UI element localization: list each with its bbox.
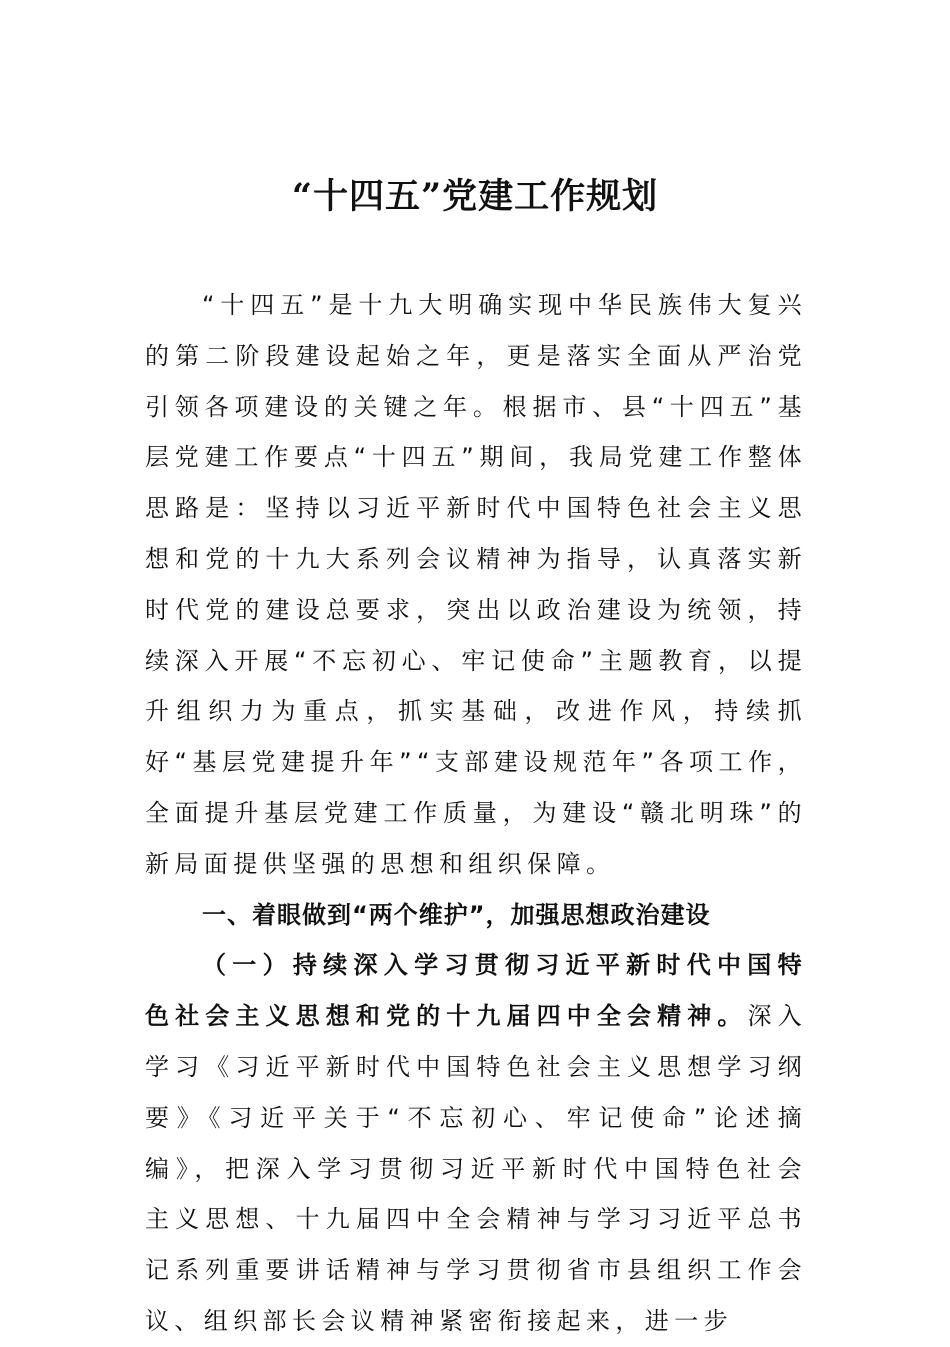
subsection-paragraph	[145, 940, 807, 1346]
document-body	[145, 280, 807, 1347]
section-heading: 一、着眼做到“两个维护”，加强思想政治建设	[202, 900, 711, 929]
subsection-text: 深入学习《习近平新时代中国特色社会主义思想学习纲要》《习近平关于“不忘初心、牢记使命”论述摘编》，把深入学习贯彻习近平新时代中国特色社会主义思想、十九届四中全会精神与学习习近平总书记系列重要讲话精神与学习贯彻省市县组织工作会议、组织部长会议精神紧密衔接起来，进一步	[145, 1002, 807, 1335]
subsection-heading: （一）持续深入学习贯彻习近平新时代中国特色社会主义思想和党的十九届四中全会精神。	[145, 951, 807, 1031]
intro-paragraph: “十四五”是十九大明确实现中华民族伟大复兴的第二阶段建设起始之年，更是落实全面从严治党引领各项建设的关键之年。根据市、县“十四五”基层党建工作要点“十四五”期间，我局党建工作整体思路是：坚持以习近平新时代中国特色社会主义思想和党的十九大系列会议精神为指导，认真落实新时代党的建设总要求，突出以政治建设为统领，持续深入开展“不忘初心、牢记使命”主题教育，以提升组织力为重点，抓实基础，改进作风，持续抓好“基层党建提升年”“支部建设规范年”各项工作，全面提升基层党建工作质量，为建设“赣北明珠”的新局面提供坚强的思想和组织保障。	[145, 291, 807, 878]
document-title: “十四五”党建工作规划	[291, 176, 659, 217]
